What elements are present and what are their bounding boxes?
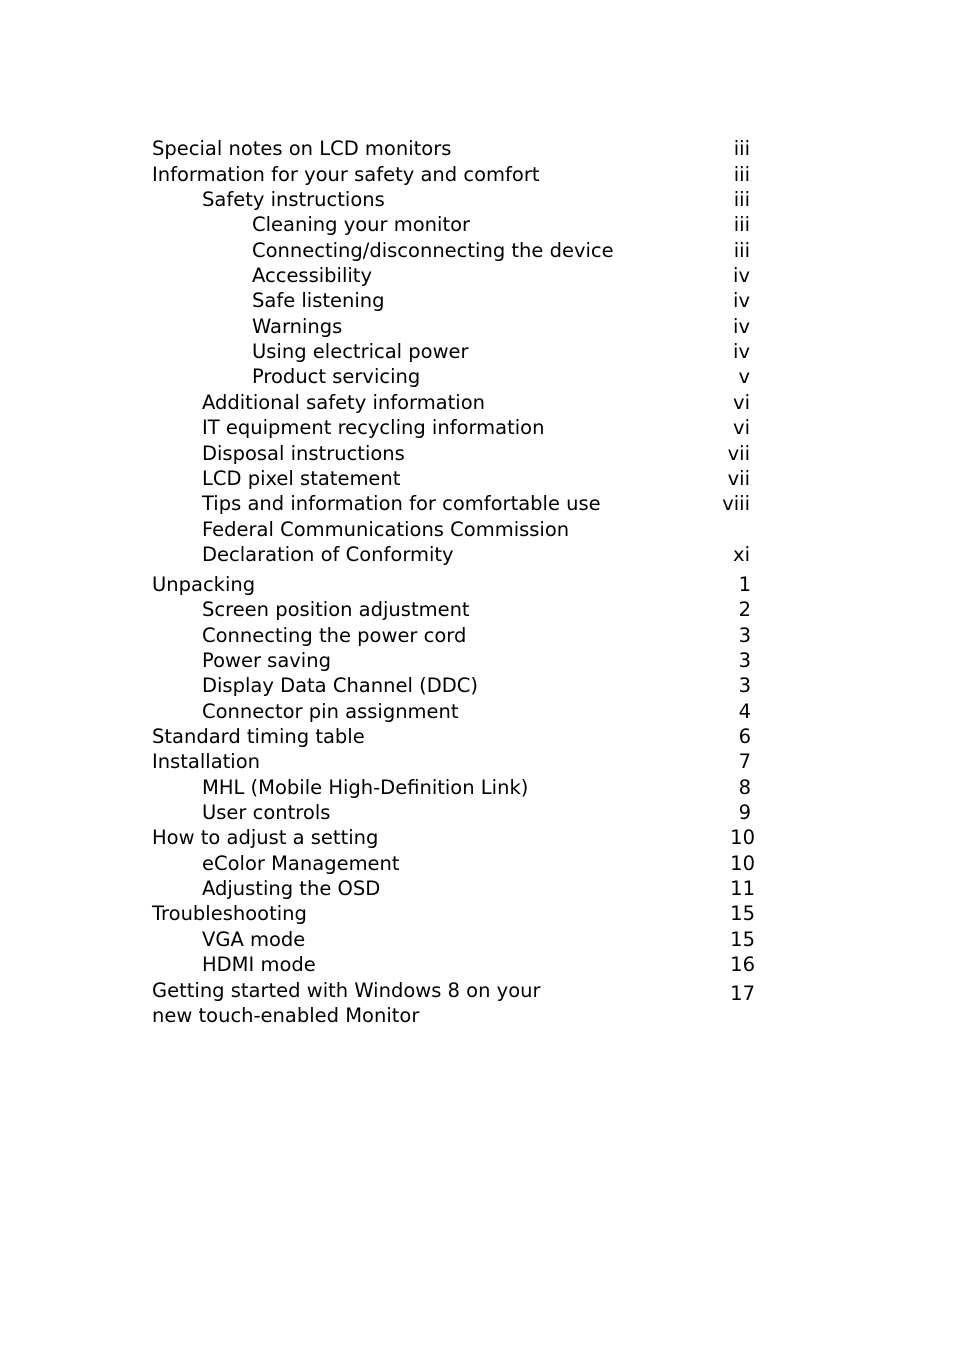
toc-entry-disposal[interactable] [0, 441, 954, 467]
toc-page-number: 15 [730, 902, 755, 925]
toc-title: HDMI mode [202, 953, 316, 976]
toc-page-number: iv [733, 340, 750, 363]
toc-title: User controls [202, 801, 331, 824]
toc-title: Connector pin assignment [202, 700, 459, 723]
toc-title: Standard timing table [152, 725, 365, 748]
toc-entry-unpacking[interactable] [0, 572, 954, 598]
toc-entry-safety-instructions[interactable] [0, 187, 954, 213]
toc-entry-comfortable-use[interactable] [0, 491, 954, 517]
toc-page-number: v [738, 365, 750, 388]
toc-title: Federal Communications Commission [202, 518, 570, 541]
toc-page-number: 7 [738, 750, 751, 773]
toc-entry-adjust-setting[interactable] [0, 825, 954, 851]
toc-title: Declaration of Conformity [202, 543, 454, 566]
toc-entry-product-servicing[interactable] [0, 364, 954, 390]
toc-title: VGA mode [202, 928, 306, 951]
toc-title: Information for your safety and comfort [152, 163, 540, 186]
toc-title: Safe listening [252, 289, 385, 312]
toc-title: Unpacking [152, 573, 256, 596]
toc-page-number: xi [733, 543, 750, 566]
toc-entry-special-notes[interactable] [0, 136, 954, 162]
toc-page-number: iii [733, 163, 750, 186]
toc-page-number: 17 [730, 982, 755, 1005]
toc-page-number: 10 [730, 826, 755, 849]
toc-page-number: vi [733, 391, 750, 414]
toc-title: Screen position adjustment [202, 598, 470, 621]
toc-page-number: 4 [738, 700, 751, 723]
toc-title: Disposal instructions [202, 442, 405, 465]
toc-page-number: vii [727, 442, 750, 465]
toc-page-number: iii [733, 213, 750, 236]
toc-title: LCD pixel statement [202, 467, 401, 490]
toc-page-number: vi [733, 416, 750, 439]
toc-title: Warnings [252, 315, 343, 338]
toc-entry-additional-safety[interactable] [0, 390, 954, 416]
toc-entry-safety-comfort[interactable] [0, 162, 954, 188]
toc-page-number: 9 [738, 801, 751, 824]
toc-title: Safety instructions [202, 188, 385, 211]
toc-entry-mhl[interactable] [0, 775, 954, 801]
toc-entry-windows-8-continued[interactable] [0, 1003, 954, 1029]
toc-page-number: viii [722, 492, 750, 515]
toc-title: Adjusting the OSD [202, 877, 381, 900]
toc-page-number: 15 [730, 928, 755, 951]
toc-entry-ecolor[interactable] [0, 851, 954, 877]
toc-title: Using electrical power [252, 340, 469, 363]
toc-title: Cleaning your monitor [252, 213, 471, 236]
toc-entry-screen-position[interactable] [0, 597, 954, 623]
toc-entry-vga-mode[interactable] [0, 927, 954, 953]
toc-entry-user-controls[interactable] [0, 800, 954, 826]
toc-entry-connecting-device[interactable] [0, 238, 954, 264]
toc-page-number: iv [733, 289, 750, 312]
toc-entry-power-saving[interactable] [0, 648, 954, 674]
toc-page-number: 16 [730, 953, 755, 976]
toc-page-number: 3 [738, 674, 751, 697]
toc-title: Additional safety information [202, 391, 485, 414]
toc-entry-warnings[interactable] [0, 314, 954, 340]
toc-entry-ddc[interactable] [0, 673, 954, 699]
toc-title: Connecting the power cord [202, 624, 467, 647]
toc-title: eColor Management [202, 852, 400, 875]
toc-entry-connector-pin[interactable] [0, 699, 954, 725]
toc-page-number: 3 [738, 624, 751, 647]
toc-page-number: 10 [730, 852, 755, 875]
toc-entry-electrical-power[interactable] [0, 339, 954, 365]
toc-title: MHL (Mobile High-Definition Link) [202, 776, 529, 799]
toc-entry-troubleshooting[interactable] [0, 901, 954, 927]
toc-entry-it-recycling[interactable] [0, 415, 954, 441]
toc-page-number: 6 [738, 725, 751, 748]
toc-page-number: 1 [738, 573, 751, 596]
toc-entry-power-cord[interactable] [0, 623, 954, 649]
toc-title: Connecting/disconnecting the device [252, 239, 614, 262]
toc-title: Power saving [202, 649, 331, 672]
toc-title: Display Data Channel (DDC) [202, 674, 478, 697]
toc-page-number: iv [733, 315, 750, 338]
toc-title: IT equipment recycling information [202, 416, 545, 439]
toc-page-number: 11 [730, 877, 755, 900]
toc-entry-lcd-pixel[interactable] [0, 466, 954, 492]
toc-page-number: 8 [738, 776, 751, 799]
toc-entry-windows-8[interactable] [0, 978, 954, 1004]
toc-title: How to adjust a setting [152, 826, 379, 849]
toc-entry-standard-timing[interactable] [0, 724, 954, 750]
toc-title: Accessibility [252, 264, 372, 287]
toc-page-number: iii [733, 137, 750, 160]
toc-title: Installation [152, 750, 261, 773]
toc-page-number: iii [733, 239, 750, 262]
toc-entry-declaration-conformity[interactable] [0, 542, 954, 568]
toc-entry-installation[interactable] [0, 749, 954, 775]
toc-entry-fcc[interactable] [0, 517, 954, 543]
toc-entry-adjusting-osd[interactable] [0, 876, 954, 902]
toc-entry-cleaning[interactable] [0, 212, 954, 238]
toc-title: Special notes on LCD monitors [152, 137, 452, 160]
toc-title: Getting started with Windows 8 on your [152, 979, 541, 1002]
toc-entry-accessibility[interactable] [0, 263, 954, 289]
toc-page-number: 3 [738, 649, 751, 672]
toc-entry-safe-listening[interactable] [0, 288, 954, 314]
toc-page-number: 2 [738, 598, 751, 621]
toc-page-number: iii [733, 188, 750, 211]
toc-entry-hdmi-mode[interactable] [0, 952, 954, 978]
toc-title: Product servicing [252, 365, 421, 388]
toc-page-number: vii [727, 467, 750, 490]
toc-title: new touch-enabled Monitor [152, 1004, 420, 1027]
toc-title: Troubleshooting [152, 902, 307, 925]
toc-title: Tips and information for comfortable use [202, 492, 601, 515]
toc-page-number: iv [733, 264, 750, 287]
